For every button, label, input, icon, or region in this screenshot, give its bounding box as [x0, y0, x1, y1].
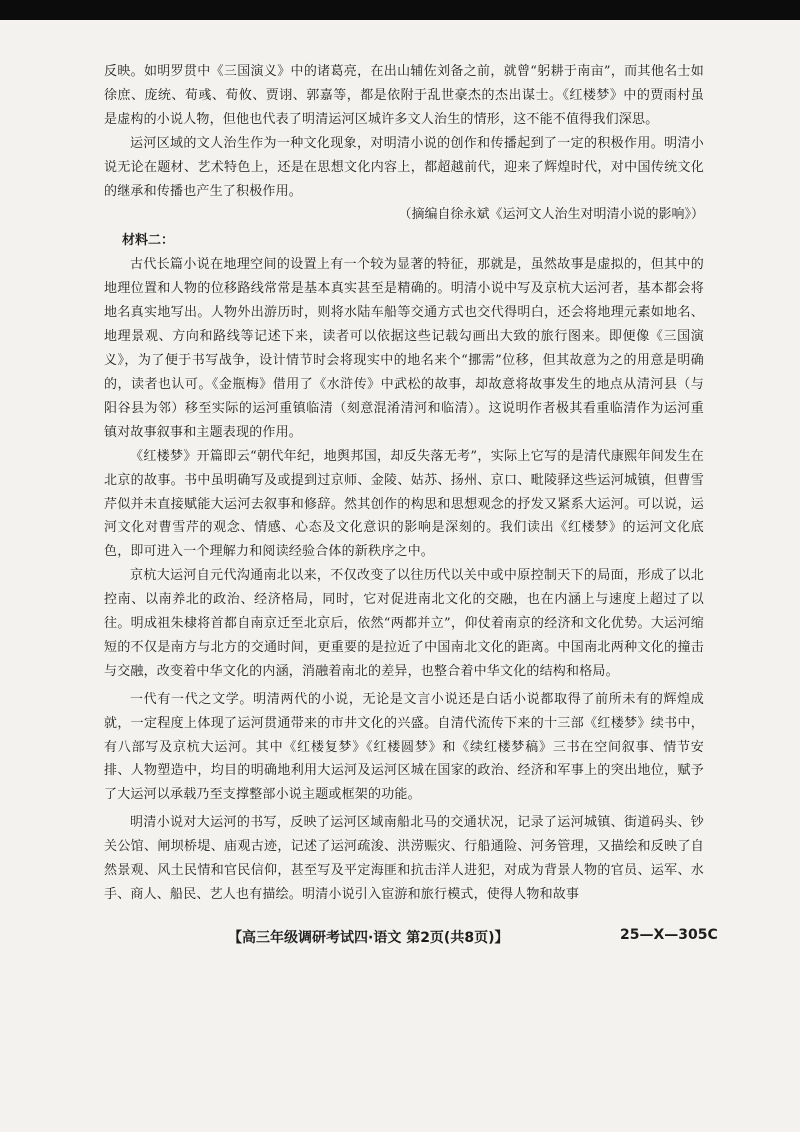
- paragraph-3: 古代长篇小说在地理空间的设置上有一个较为显著的特征，那就是，虽然故事是虚拟的，但其中的地理位置和人物的位移路线常常是基本真实甚至是精确的。明清小说中写及京杭大运河者，基本都会将地名真实地写出。人物外出游历时，则将水陆车船等交通方式也交代得明白，还会将地理元素如地名、地理景观、方向和路线等记述下来，读者可以依据这些记载勾画出大致的旅行图来。即便像《三国演义》，为了便于书写战争，设计情节时会将现实中的地名来个“挪需”位移，但其故意为之的用意是明确的，读者也认可。《金瓶梅》借用了《水浒传》中武松的故事，却故意将故事发生的地点从清河县（与阳谷县为邻）移至实际的运河重镇临清（刻意混淆清河和临清）。这说明作者极其看重临清作为运河重镇对故事叙事和主题表现的作用。: [104, 257, 704, 440]
- scan-dark-edge: [0, 0, 800, 20]
- source-citation: （摘编自徐永斌《运河文人治生对明清小说的影响》）: [398, 207, 704, 223]
- page-footer: [228, 927, 728, 947]
- material-two-heading: 材料二：: [122, 233, 175, 249]
- document-page: [104, 60, 704, 907]
- paragraph-7: 明清小说对大运河的书写，反映了运河区域南船北马的交通状况，记录了运河城镇、街道码头、钞关公馆、闸坝桥堤、庙观古迹，记述了运河疏浚、洪涝赈灾、行船通险、河务管理，又描绘和反映了自然景观、风土民情和官民信仰，甚至写及平定海匪和抗击洋人进犯，对成为背景人物的官员、运军、水手、商人、船民、艺人也有描绘。明清小说引入宦游和旅行模式，使得人物和故事: [104, 815, 704, 902]
- paragraph-6: 一代有一代之文学。明清两代的小说，无论是文言小说还是白话小说都取得了前所未有的辉煌成就，一定程度上体现了运河贯通带来的市井文化的兴盛。自清代流传下来的十三部《红楼梦》续书中，有八部写及京杭大运河。其中《红楼复梦》《红楼圆梦》和《续红楼梦稿》三书在空间叙事、情节安排、人物塑造中，均目的明确地利用大运河及运河区城在国家的政治、经济和军事上的突出地位，赋予了大运河以承载乃至支撑整部小说主题或框架的功能。: [104, 691, 704, 803]
- paragraph-5: 京杭大运河自元代沟通南北以来，不仅改变了以往历代以关中或中原控制天下的局面，形成了以北控南、以南养北的政治、经济格局，同时，它对促进南北文化的交融，也在内涵上与速度上超过了以往。明成祖朱棣将首都自南京迁至北京后，依然“两都并立”，仰仗着南京的经济和文化优势。大运河缩短的不仅是南方与北方的交通时间，更重要的是拉近了中国南北文化的距离。中国南北两种文化的撞击与交融，改变着中华文化的内涵，消融着南北的差异，也整合着中华文化的结构和格局。: [104, 568, 704, 679]
- paragraph-2: 运河区域的文人治生作为一种文化现象，对明清小说的创作和传播起到了一定的积极作用。明清小说无论在题材、艺术特色上，还是在思想文化内容上，都超越前代，迎来了辉煌时代，对中国传统文化的继承和传播也产生了积极作用。: [104, 135, 704, 199]
- footer-page-info: 【高三年级调研考试四·语文 第2页(共8页)】: [228, 930, 509, 946]
- paragraph-4: 《红楼梦》开篇即云“朝代年纪，地舆邦国，却反失落无考”，实际上它写的是清代康熙年间发生在北京的故事。书中虽明确写及或提到过京师、金陵、姑苏、扬州、京口、毗陵驿这些运河城镇，但曹雪芹似并未直接赋能大运河去叙事和修辞。然其创作的构思和思想观念的抒发又紧系大运河。可以说，运河文化对曹雪芹的观念、情感、心态及文化意识的影响是深刻的。我们读出《红楼梦》的运河文化底色，即可进入一个理解力和阅读经验合体的新秩序之中。: [104, 448, 704, 560]
- paragraph-1: 反映。如明罗贯中《三国演义》中的诸葛亮，在出山辅佐刘备之前，就曾“躬耕于南亩”，而其他名士如徐庶、庞统、荀彧、荀攸、贾诩、郭嘉等，都是依附于乱世豪杰的杰出谋士。《红楼梦》中的贾雨村虽是虚构的小说人物，但他也代表了明清运河区城许多文人治生的情形，这不能不值得我们深思。: [104, 64, 704, 127]
- footer-exam-code: 25—X—305C: [620, 927, 718, 943]
